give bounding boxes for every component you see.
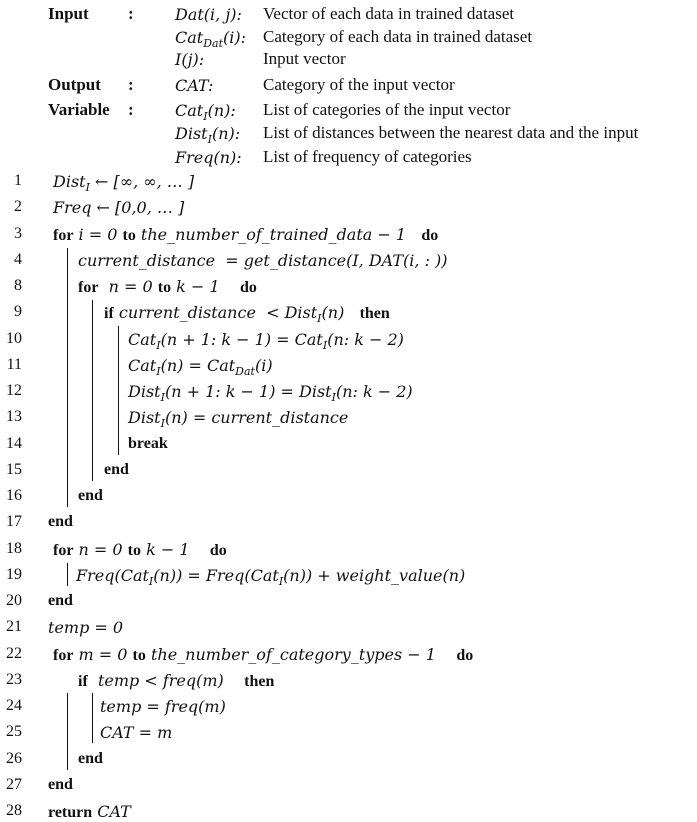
keyword: return bbox=[48, 804, 93, 821]
code-line bbox=[53, 172, 194, 194]
code-line bbox=[104, 461, 129, 479]
line-number: 13 bbox=[6, 408, 22, 425]
code-line bbox=[78, 277, 257, 297]
expression: Dist$_I$(n) = current_distance bbox=[128, 408, 349, 431]
block-bar bbox=[118, 326, 119, 455]
code-line bbox=[78, 251, 448, 271]
keyword: end bbox=[48, 513, 73, 530]
expression: Freq ← [0,0, … ] bbox=[53, 198, 185, 217]
line-number: 23 bbox=[6, 671, 22, 688]
expression: temp = freq(m) bbox=[100, 697, 226, 716]
header-symbol: Dist$_I$(n): bbox=[175, 124, 241, 147]
line-number: 27 bbox=[6, 776, 22, 793]
header-colon: : bbox=[128, 75, 134, 94]
header-label: Output bbox=[48, 75, 101, 94]
line-number: 24 bbox=[6, 697, 22, 714]
header-symbol: Cat$_I$(n): bbox=[175, 101, 236, 124]
expression: m = 0 bbox=[73, 645, 133, 664]
keyword: for bbox=[53, 647, 74, 664]
keyword: do bbox=[209, 542, 227, 559]
expression: the_number_of_trained_data − 1 bbox=[135, 225, 422, 244]
code-line bbox=[48, 776, 73, 794]
line-number: 11 bbox=[6, 356, 22, 373]
keyword: end bbox=[48, 592, 73, 609]
expression: Freq(Cat$_I$(n)) = Freq(Cat$_I$(n)) + weight_value(n) bbox=[76, 566, 466, 589]
keyword: end bbox=[48, 776, 73, 793]
keyword: to bbox=[157, 279, 172, 296]
code-line bbox=[128, 382, 413, 404]
line-number: 15 bbox=[6, 461, 22, 478]
header-label: Input bbox=[48, 4, 89, 23]
code-line bbox=[48, 592, 73, 610]
header-symbol: Cat$_{Dat}$(i): bbox=[175, 28, 247, 51]
keyword: do bbox=[421, 227, 439, 244]
header-symbol: I(j): bbox=[175, 50, 205, 69]
code-line bbox=[100, 697, 226, 717]
expression: Dist$_I$ ← [∞, ∞, … ] bbox=[53, 172, 195, 195]
expression: Cat$_I$(n + 1: k − 1) = Cat$_I$(n: k − 2) bbox=[128, 330, 404, 353]
header-colon: : bbox=[128, 100, 134, 119]
code-line bbox=[48, 513, 73, 531]
keyword: for bbox=[53, 542, 74, 559]
header-symbol: CAT: bbox=[175, 76, 214, 95]
code-line bbox=[128, 330, 404, 352]
line-number: 10 bbox=[6, 330, 22, 347]
block-bar bbox=[92, 300, 93, 481]
expression: the_number_of_category_types − 1 bbox=[145, 645, 457, 664]
block-bar bbox=[67, 693, 68, 770]
code-line bbox=[53, 198, 184, 218]
line-number: 25 bbox=[6, 723, 22, 740]
line-number: 21 bbox=[6, 618, 22, 635]
header-description: Category of each data in trained dataset bbox=[263, 27, 533, 46]
block-bar bbox=[67, 248, 68, 507]
expression: temp = 0 bbox=[48, 618, 124, 637]
expression: k − 1 bbox=[171, 277, 240, 296]
line-number: 28 bbox=[6, 802, 22, 819]
line-number: 26 bbox=[6, 750, 22, 767]
line-number: 18 bbox=[6, 540, 22, 557]
code-line bbox=[128, 408, 348, 430]
expression: n = 0 bbox=[73, 540, 128, 559]
code-line bbox=[78, 487, 103, 505]
expression: k − 1 bbox=[141, 540, 210, 559]
expression: CAT bbox=[92, 802, 131, 821]
header-description: Vector of each data in trained dataset bbox=[263, 4, 515, 23]
code-line bbox=[100, 723, 172, 743]
keyword: for bbox=[78, 279, 99, 296]
header-symbol: Dat(i, j): bbox=[175, 5, 242, 24]
keyword: then bbox=[244, 673, 275, 690]
header-symbol: Freq(n): bbox=[175, 148, 242, 167]
code-line bbox=[48, 802, 131, 822]
code-line bbox=[53, 540, 227, 560]
code-line bbox=[128, 356, 273, 378]
line-number: 12 bbox=[6, 382, 22, 399]
header-label: Variable bbox=[48, 100, 110, 119]
line-number: 3 bbox=[14, 225, 22, 242]
keyword: if bbox=[104, 305, 114, 322]
block-bar bbox=[67, 563, 68, 586]
keyword: end bbox=[104, 461, 129, 478]
keyword: to bbox=[132, 647, 146, 664]
header-description: List of distances between the nearest data and the input bbox=[263, 123, 639, 142]
keyword: do bbox=[239, 279, 257, 296]
block-bar bbox=[92, 693, 93, 743]
keyword: break bbox=[128, 435, 168, 452]
line-number: 1 bbox=[14, 172, 22, 189]
keyword: for bbox=[53, 227, 74, 244]
line-number: 4 bbox=[14, 251, 22, 268]
header-description: Input vector bbox=[263, 49, 346, 68]
line-number: 2 bbox=[14, 198, 22, 215]
line-number: 17 bbox=[6, 513, 22, 530]
code-line bbox=[78, 671, 274, 691]
expression: n = 0 bbox=[98, 277, 158, 296]
expression: current_distance < Dist$_I$(n) bbox=[113, 303, 360, 326]
line-number: 9 bbox=[14, 303, 22, 320]
expression: temp < freq(m) bbox=[87, 671, 245, 690]
code-line bbox=[104, 303, 390, 325]
keyword: if bbox=[78, 673, 88, 690]
expression: Cat$_I$(n) = Cat$_{Dat}$(i) bbox=[128, 356, 273, 379]
code-line bbox=[48, 618, 123, 638]
keyword: then bbox=[359, 305, 390, 322]
line-number: 16 bbox=[6, 487, 22, 504]
header-description: List of frequency of categories bbox=[263, 147, 472, 166]
header-colon: : bbox=[128, 4, 134, 23]
line-number: 19 bbox=[6, 566, 22, 583]
expression: CAT = m bbox=[100, 723, 173, 742]
line-number: 22 bbox=[6, 645, 22, 662]
expression: Dist$_I$(n + 1: k − 1) = Dist$_I$(n: k − 2) bbox=[128, 382, 413, 405]
keyword: do bbox=[456, 647, 474, 664]
code-line bbox=[53, 645, 473, 665]
expression: i = 0 bbox=[73, 225, 123, 244]
keyword: end bbox=[78, 750, 103, 767]
line-number: 14 bbox=[6, 435, 22, 452]
code-line bbox=[76, 566, 465, 588]
expression: current_distance = get_distance(I, DAT(i, : )) bbox=[78, 251, 448, 270]
line-number: 8 bbox=[14, 277, 22, 294]
code-line bbox=[53, 225, 438, 245]
code-line bbox=[78, 750, 103, 768]
header-description: Category of the input vector bbox=[263, 75, 455, 94]
keyword: to bbox=[127, 542, 141, 559]
line-number: 20 bbox=[6, 592, 22, 609]
keyword: to bbox=[122, 227, 136, 244]
header-description: List of categories of the input vector bbox=[263, 100, 511, 119]
keyword: end bbox=[78, 487, 103, 504]
code-line bbox=[128, 435, 168, 453]
